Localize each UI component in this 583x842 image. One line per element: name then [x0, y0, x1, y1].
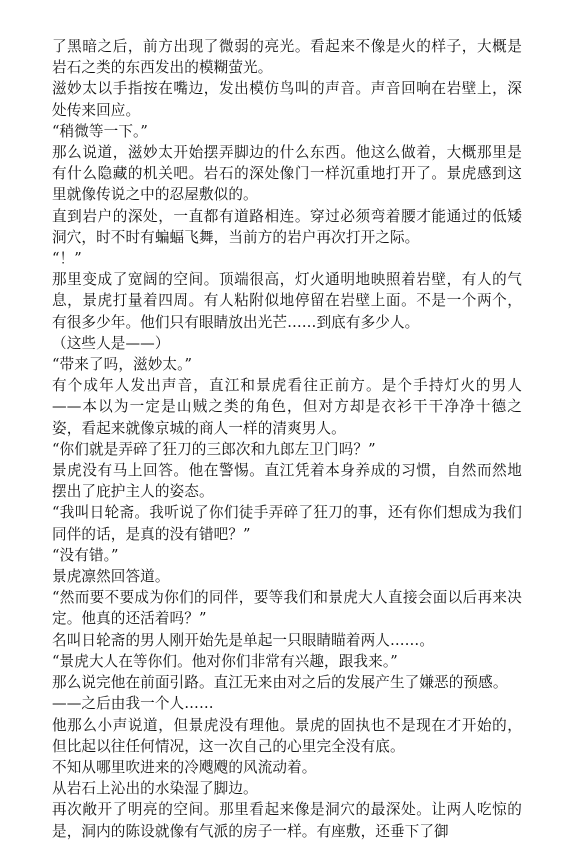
document-body — [52, 36, 522, 842]
paragraph-22: 不知从哪里吹进来的冷飕飕的风流动着。 — [52, 758, 317, 776]
paragraph-19: 那么说完他在前面引路。直江无来由对之后的发展产生了嫌恶的预感。 — [52, 674, 508, 692]
paragraph-12: 景虎没有马上回答。他在警惕。直江凭着本身养成的习惯，自然而然地摆出了庇护主人的姿态。 — [52, 462, 522, 501]
paragraph-24: 再次敞开了明亮的空间。那里看起来像是洞穴的最深处。让两人吃惊的是，洞内的陈设就像有气派的房子一样。有座敷，还垂下了御 — [52, 801, 522, 840]
paragraph-23: 从岩石上沁出的水染湿了脚边。 — [52, 780, 258, 798]
paragraph-16: “然而要不要成为你们的同伴，要等我们和景虎大人直接会面以后再来决定。他真的还活着吗？” — [52, 589, 522, 628]
paragraph-13: “我叫日轮斋。我听说了你们徒手弄碎了狂刀的事，还有你们想成为我们同伴的话，是真的没有错吧？” — [52, 504, 522, 543]
paragraph-8: （这些人是——） — [52, 334, 170, 352]
paragraph-15: 景虎凛然回答道。 — [52, 568, 170, 586]
paragraph-2: 滋妙太以手指按在嘴边，发出模仿鸟叫的声音。声音回响在岩壁上，深处传来回应。 — [52, 80, 522, 119]
paragraph-6: “！” — [52, 250, 82, 268]
paragraph-10: 有个成年人发出声音，直江和景虎看往正前方。是个手持灯火的男人——本以为一定是山贼之类的角色，但对方却是衣衫干干净净十德之姿，看起来就像京城的商人一样的清爽男人。 — [52, 377, 522, 437]
paragraph-20: ——之后由我一个人…… — [52, 695, 214, 713]
paragraph-17: 名叫日轮斋的男人刚开始先是单起一只眼睛瞄着两人……。 — [52, 631, 435, 649]
paragraph-9: “带来了吗，滋妙太。” — [52, 356, 193, 374]
paragraph-1: 了黑暗之后，前方出现了微弱的亮光。看起来不像是火的样子，大概是岩石之类的东西发出的模糊萤光。 — [52, 38, 522, 77]
paragraph-11: “你们就是弄碎了狂刀的三郎次和九郎左卫门吗？” — [52, 440, 376, 458]
paragraph-7: 那里变成了宽阔的空间。顶端很高，灯火通明地映照着岩壁，有人的气息，景虎打量着四周。有人粘附似地停留在岩壁上面。不是一个两个，有很多少年。他们只有眼睛放出光芒……到底有多少人。 — [52, 271, 522, 331]
paragraph-5: 直到岩户的深处，一直都有道路相连。穿过必须弯着腰才能通过的低矮洞穴，时不时有蝙蝠飞舞，当前方的岩户再次打开之际。 — [52, 207, 522, 246]
paragraph-3: “稍微等一下。” — [52, 122, 148, 140]
paragraph-21: 他那么小声说道，但景虎没有理他。景虎的固执也不是现在才开始的，但比起以往任何情况，这一次自己的心里完全没有底。 — [52, 716, 522, 755]
paragraph-4: 那么说道，滋妙太开始摆弄脚边的什么东西。他这么做着，大概那里是有什么隐藏的机关吧。岩石的深处像门一样沉重地打开了。景虎感到这里就像传说之中的忍屋敷似的。 — [52, 144, 522, 204]
paragraph-18: “景虎大人在等你们。他对你们非常有兴趣，跟我来。” — [52, 652, 398, 670]
paragraph-14: “没有错。” — [52, 546, 119, 564]
